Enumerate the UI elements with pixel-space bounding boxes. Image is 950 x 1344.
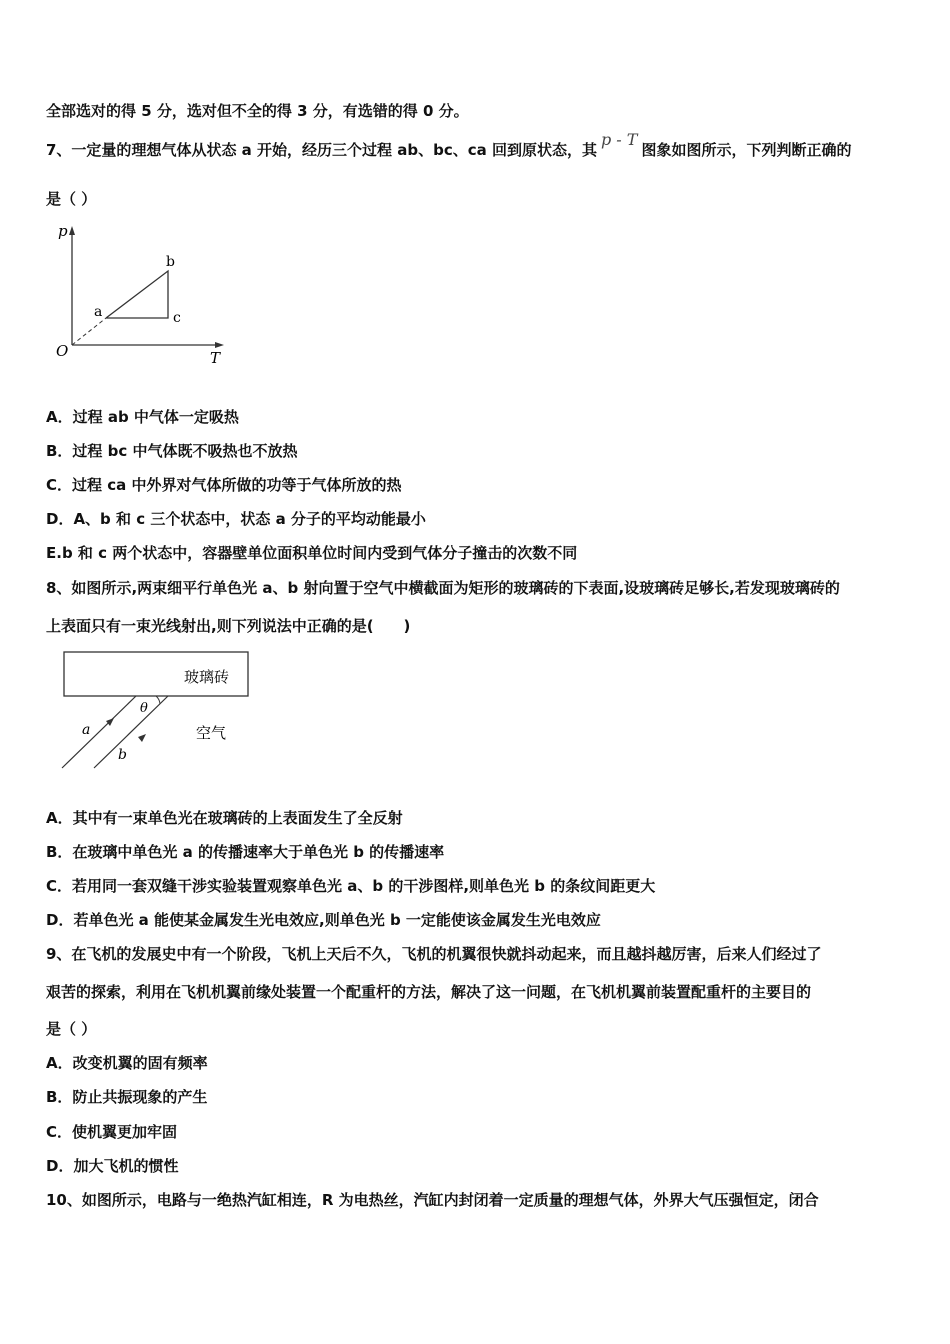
q8-stem-b: 上表面只有一束光线射出,则下列说法中正确的是( ) <box>46 617 411 635</box>
ray-b-arrow-icon <box>138 734 146 742</box>
q9-option-b: B．防止共振现象的产生 <box>46 1088 208 1106</box>
q7-option-d: D．A、b 和 c 三个状态中，状态 a 分子的平均动能最小 <box>46 510 426 528</box>
abc-cycle <box>106 271 168 318</box>
origin-label: O <box>56 342 69 360</box>
q9-option-a: A．改变机翼的固有频率 <box>46 1054 208 1072</box>
theta-label: θ <box>140 701 148 716</box>
q8-stem-a: 8、如图所示,两束细平行单色光 a、b 射向置于空气中横截面为矩形的玻璃砖的下表面,设玻璃砖足够长,若发现玻璃砖的 <box>46 579 840 597</box>
q7-stem <box>46 130 852 160</box>
ray-a-label: a <box>82 722 91 738</box>
q7-pT-graph <box>46 218 236 373</box>
q9-stem-b: 艰苦的探索，利用在飞机机翼前缘处装置一个配重杆的方法，解决了这一问题，在飞机机翼前装置配重杆的主要目的 <box>46 983 812 1001</box>
point-c-label: c <box>173 310 181 326</box>
q9-option-d: D．加大飞机的惯性 <box>46 1157 179 1175</box>
q7-math-pT: p - T <box>600 130 638 149</box>
glass-label: 玻璃砖 <box>184 668 230 686</box>
p-label: p <box>58 222 68 240</box>
T-axis-arrow-icon <box>215 342 224 348</box>
q7-stem-a: 7、一定量的理想气体从状态 a 开始，经历三个过程 ab、bc、ca 回到原状态，其 <box>46 141 597 159</box>
q8-glass-figure <box>56 648 256 773</box>
q9-stem-a: 9、在飞机的发展史中有一个阶段，飞机上天后不久，飞机的机翼很快就抖动起来，而且越抖越厉害，后来人们经过了 <box>46 945 822 963</box>
point-a-label: a <box>94 304 103 320</box>
q8-option-a: A．其中有一束单色光在玻璃砖的上表面发生了全反射 <box>46 809 403 827</box>
q7-stem-b: 图象如图所示，下列判断正确的 <box>641 141 852 159</box>
q7-option-b: B．过程 bc 中气体既不吸热也不放热 <box>46 442 298 460</box>
air-label: 空气 <box>196 724 227 742</box>
instructions-text: 全部选对的得 5 分，选对但不全的得 3 分，有选错的得 0 分。 <box>46 102 469 120</box>
point-b-label: b <box>166 254 175 270</box>
q8-option-c: C．若用同一套双缝干涉实验装置观察单色光 a、b 的干涉图样,则单色光 b 的条纹间距更大 <box>46 877 656 895</box>
q10-stem-a: 10、如图所示，电路与一绝热汽缸相连，R 为电热丝，汽缸内封闭着一定质量的理想气体，外界大气压强恒定，闭合 <box>46 1191 819 1209</box>
dashed-extension <box>72 318 106 345</box>
p-axis-arrow-icon <box>69 226 75 235</box>
q7-option-a: A．过程 ab 中气体一定吸热 <box>46 408 239 426</box>
ray-b <box>94 696 168 768</box>
q9-stem-c: 是（ ） <box>46 1020 97 1038</box>
T-label: T <box>210 349 221 367</box>
q7-stem-c: 是（ ） <box>46 190 97 208</box>
q7-option-c: C．过程 ca 中外界对气体所做的功等于气体所放的热 <box>46 476 402 494</box>
q7-option-e: E.b 和 c 两个状态中，容器壁单位面积单位时间内受到气体分子撞击的次数不同 <box>46 544 578 562</box>
theta-arc <box>156 696 160 704</box>
q8-option-d: D．若单色光 a 能使某金属发生光电效应,则单色光 b 一定能使该金属发生光电效应 <box>46 911 601 929</box>
ray-b-label: b <box>118 747 127 763</box>
q9-option-c: C．使机翼更加牢固 <box>46 1123 178 1141</box>
q8-option-b: B．在玻璃中单色光 a 的传播速率大于单色光 b 的传播速率 <box>46 843 445 861</box>
